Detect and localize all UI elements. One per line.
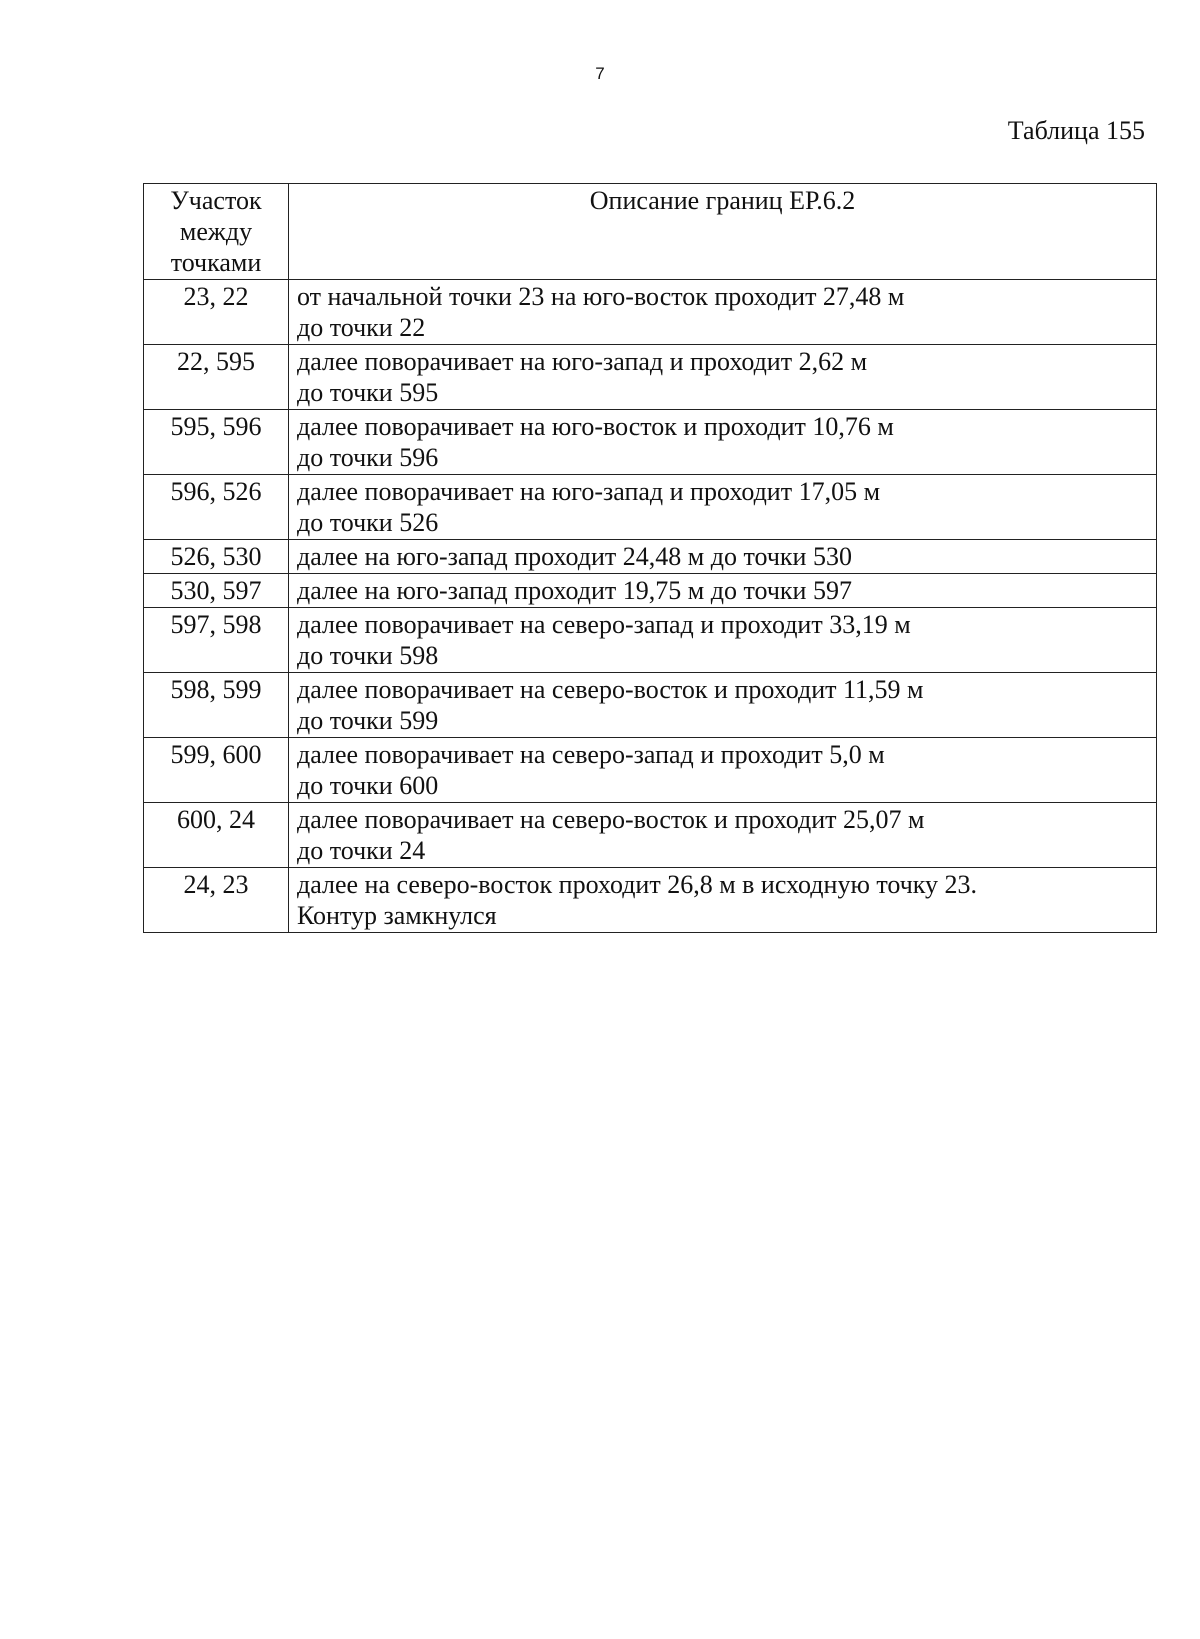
description-line: до точки 24: [297, 836, 426, 865]
segment-cell: 596, 526: [144, 475, 289, 540]
description-line: Контур замкнулся: [297, 901, 497, 930]
description-line: далее на юго-запад проходит 19,75 м до точки 597: [297, 576, 852, 605]
description-cell: [289, 410, 1157, 475]
description-cell: [289, 574, 1157, 608]
table-header: [144, 184, 1157, 280]
description-line: далее поворачивает на северо-запад и проходит 33,19 м: [297, 610, 911, 639]
segment-cell: 595, 596: [144, 410, 289, 475]
description-line: далее на юго-запад проходит 24,48 м до точки 530: [297, 542, 852, 571]
description-cell: [289, 608, 1157, 673]
header-description: Описание границ ЕР.6.2: [289, 184, 1157, 280]
table-row: [144, 673, 1157, 738]
description-line: далее поворачивает на северо-восток и проходит 25,07 м: [297, 805, 925, 834]
segment-cell: 599, 600: [144, 738, 289, 803]
description-cell: [289, 475, 1157, 540]
header-segment-line: между: [179, 217, 253, 246]
description-line: до точки 599: [297, 706, 439, 735]
table-row: [144, 608, 1157, 673]
description-line: до точки 526: [297, 508, 439, 537]
page-number: 7: [595, 64, 605, 83]
segment-cell: 24, 23: [144, 868, 289, 933]
description-line: от начальной точки 23 на юго-восток проходит 27,48 м: [297, 282, 905, 311]
table-row: [144, 574, 1157, 608]
description-line: далее поворачивает на юго-запад и проходит 2,62 м: [297, 347, 868, 376]
description-cell: [289, 803, 1157, 868]
description-cell: [289, 345, 1157, 410]
table-row: [144, 280, 1157, 345]
description-line: далее поворачивает на юго-восток и проходит 10,76 м: [297, 412, 894, 441]
header-segment: [144, 184, 289, 280]
table-row: [144, 410, 1157, 475]
table-body: [144, 280, 1157, 933]
header-segment-line: Участок: [170, 186, 262, 215]
description-cell: [289, 738, 1157, 803]
segment-cell: 597, 598: [144, 608, 289, 673]
description-line: далее поворачивает на юго-запад и проходит 17,05 м: [297, 477, 881, 506]
boundary-description-table: [143, 183, 1157, 933]
description-line: до точки 22: [297, 313, 426, 342]
table-row: [144, 540, 1157, 574]
description-line: до точки 595: [297, 378, 439, 407]
description-line: до точки 598: [297, 641, 439, 670]
description-cell: [289, 868, 1157, 933]
description-line: до точки 600: [297, 771, 439, 800]
description-line: далее поворачивает на северо-запад и проходит 5,0 м: [297, 740, 885, 769]
table-row: [144, 345, 1157, 410]
table-row: [144, 475, 1157, 540]
description-line: далее на северо-восток проходит 26,8 м в исходную точку 23.: [297, 870, 978, 899]
segment-cell: 598, 599: [144, 673, 289, 738]
description-cell: [289, 673, 1157, 738]
segment-cell: 23, 22: [144, 280, 289, 345]
header-segment-line: точками: [170, 248, 262, 277]
description-cell: [289, 280, 1157, 345]
table-row: [144, 738, 1157, 803]
header-row: [144, 184, 1157, 280]
segment-cell: 22, 595: [144, 345, 289, 410]
segment-cell: 526, 530: [144, 540, 289, 574]
table-row: [144, 803, 1157, 868]
description-line: далее поворачивает на северо-восток и проходит 11,59 м: [297, 675, 924, 704]
description-cell: [289, 540, 1157, 574]
table-row: [144, 868, 1157, 933]
segment-cell: 600, 24: [144, 803, 289, 868]
segment-cell: 530, 597: [144, 574, 289, 608]
table-caption: Таблица 155: [1007, 116, 1145, 145]
description-line: до точки 596: [297, 443, 439, 472]
